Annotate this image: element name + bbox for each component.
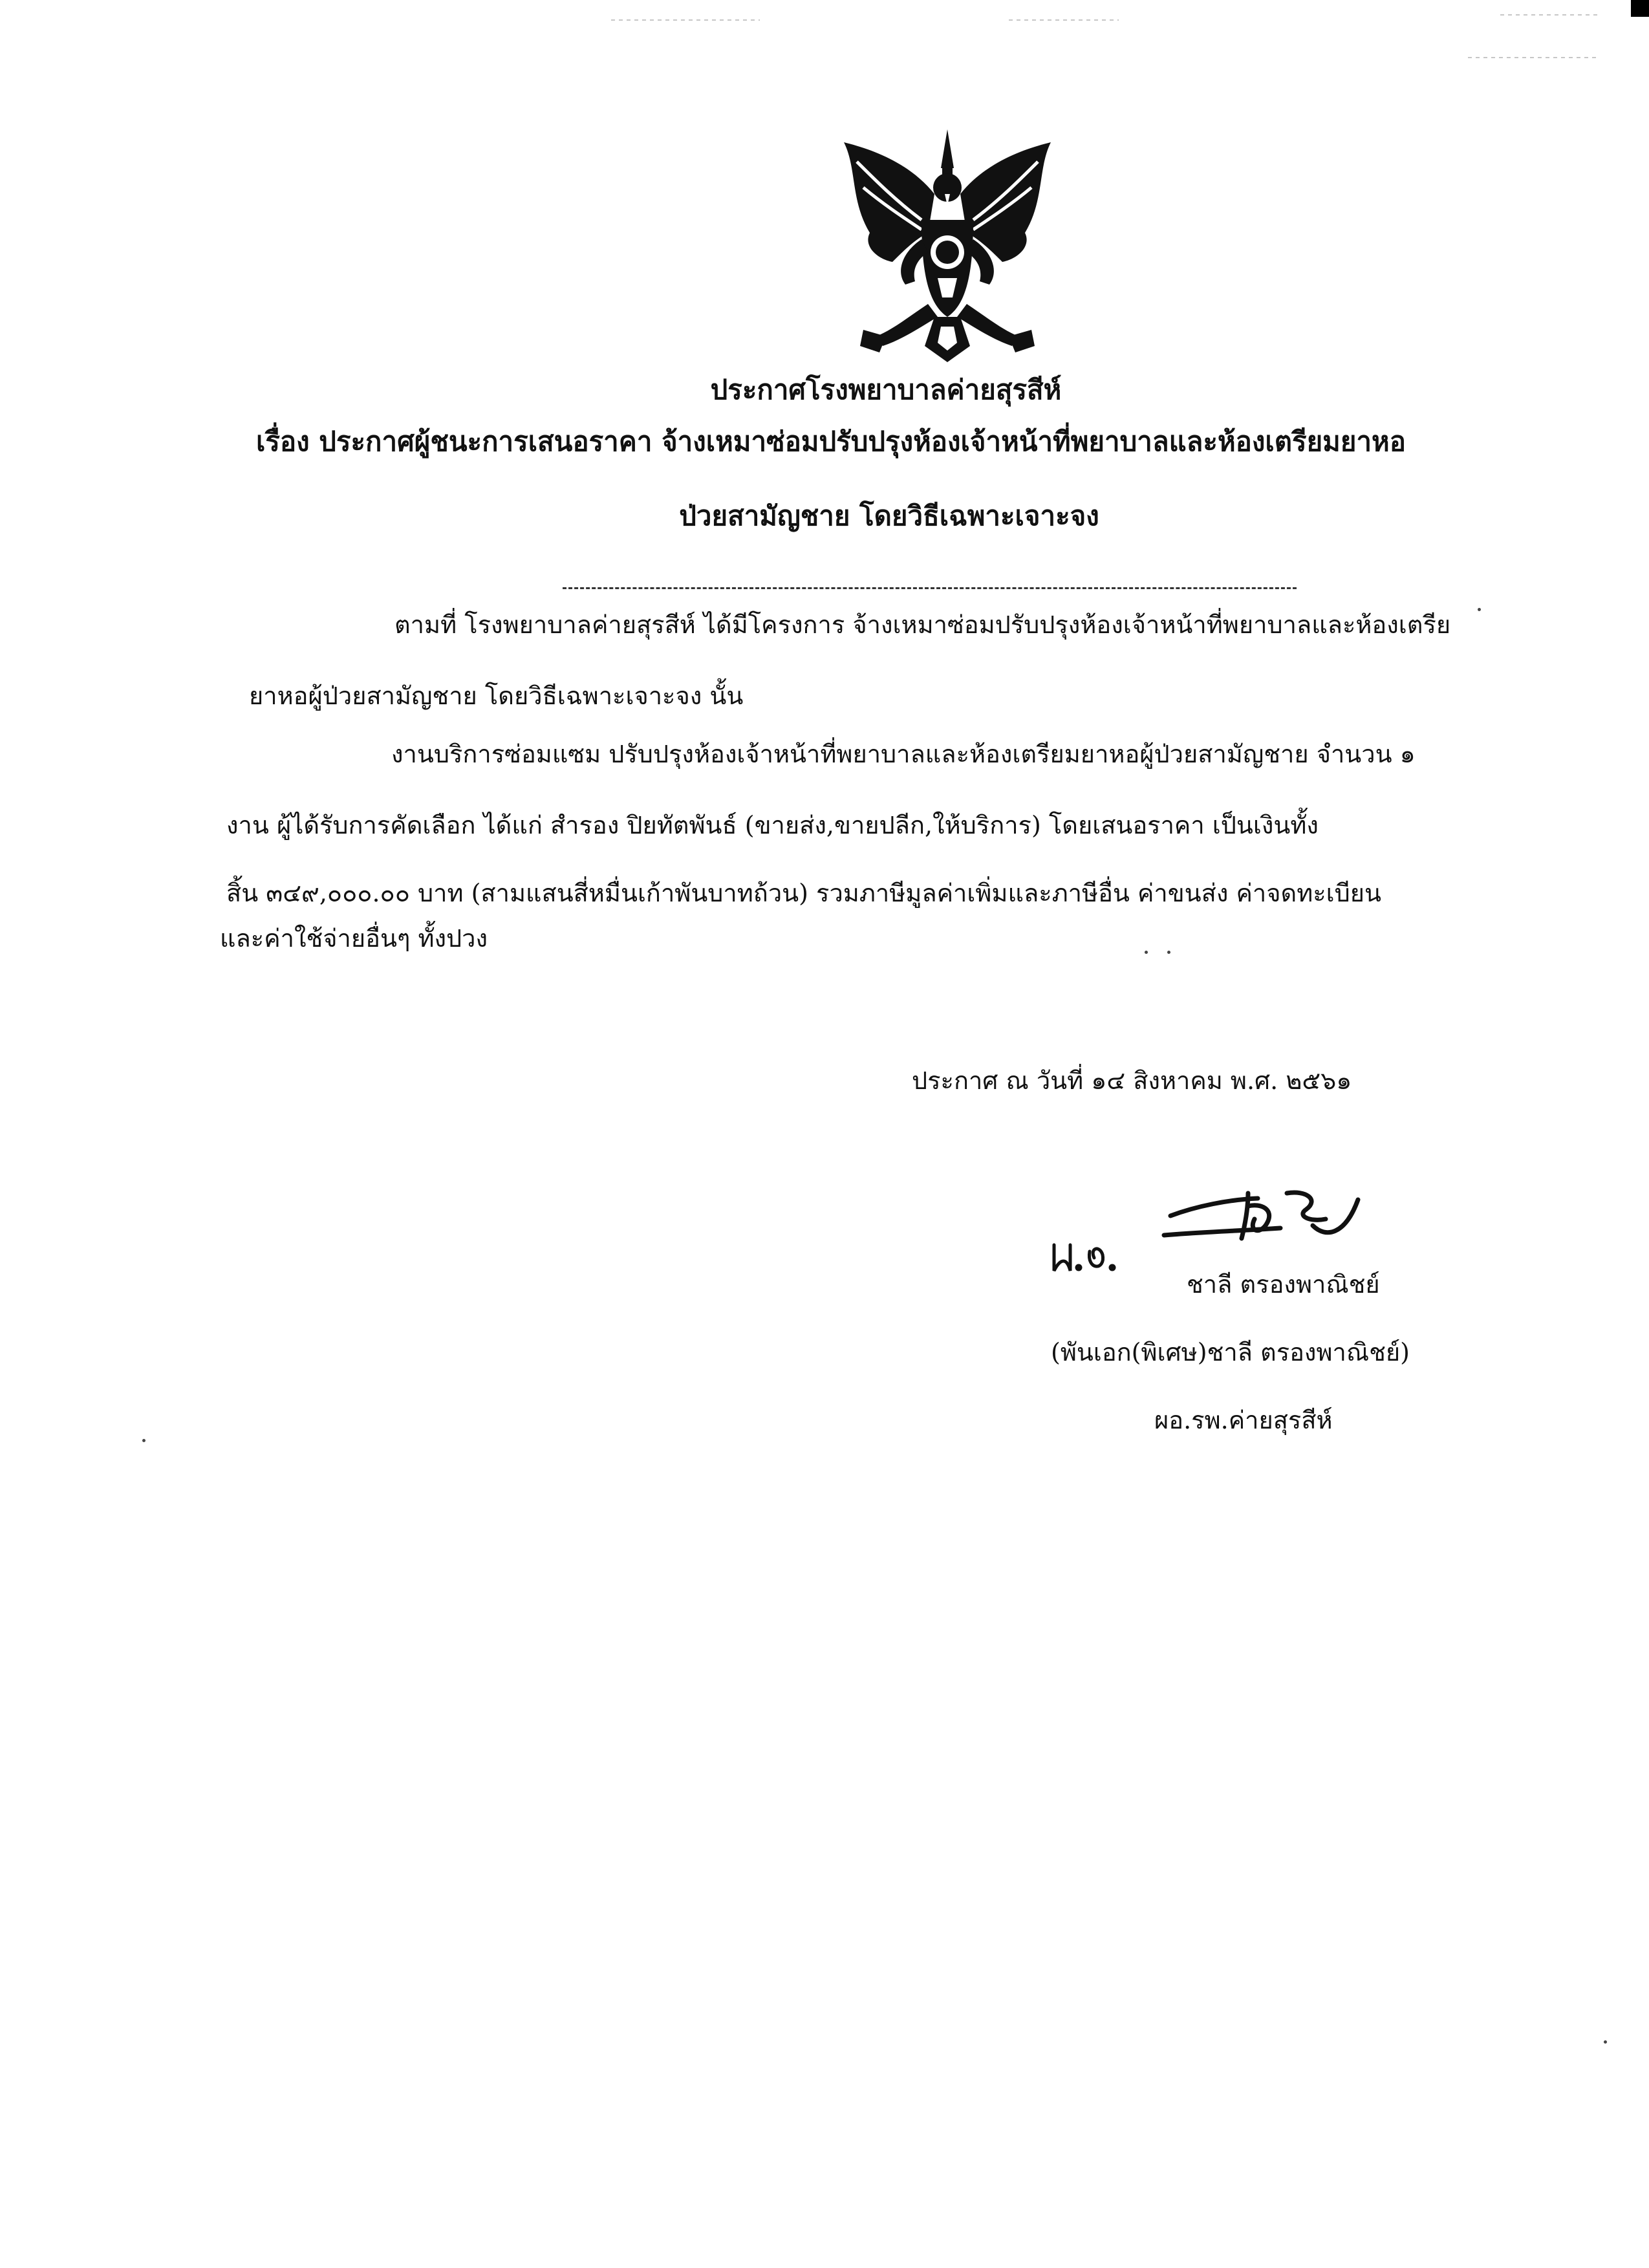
scan-speck [1167,951,1170,954]
scan-artifact-line [1468,57,1597,58]
subject-line-2: ป่วยสามัญชาย โดยวิธีเฉพาะเจาะจง [679,500,1099,532]
paragraph-1-line-1: ตามที่ โรงพยาบาลค่ายสุรสีห์ ได้มีโครงการ จ้างเหมาซ่อมปรับปรุงห้องเจ้าหน้าที่พยาบาลและห้องเตรีย [394,610,1451,639]
signer-position: ผอ.รพ.ค่ายสุรสีห์ [1154,1406,1333,1434]
subject-line-1: เรื่อง ประกาศผู้ชนะการเสนอราคา จ้างเหมาซ่อมปรับปรุงห้องเจ้าหน้าที่พยาบาลและห้องเตรียมยาหอ [256,426,1406,457]
paragraph-2-line-4: และค่าใช้จ่ายอื่นๆ ทั้งปวง [220,924,488,953]
garuda-emblem [831,123,1064,369]
scan-artifact-line [1500,14,1597,16]
paragraph-2-line-1: งานบริการซ่อมแซม ปรับปรุงห้องเจ้าหน้าที่พยาบาลและห้องเตรียมยาหอผู้ป่วยสามัญชาย จำนวน ๑ [391,740,1416,768]
scan-speck [1478,608,1481,611]
paragraph-1-line-2: ยาหอผู้ป่วยสามัญชาย โดยวิธีเฉพาะเจาะจง นั้น [249,682,744,710]
scan-artifact-line [1009,19,1119,21]
title-divider [563,587,1297,589]
document-title: ประกาศโรงพยาบาลค่ายสุรสีห์ [710,374,1062,405]
scan-speck [142,1439,146,1442]
paragraph-2-line-3: สิ้น ๓๔๙,๐๐๐.๐๐ บาท (สามแสนสี่หมื่นเก้าพันบาทถ้วน) รวมภาษีมูลค่าเพิ่มและภาษีอื่น ค่าขนส่ง ค่าจดทะเบียน [226,879,1381,907]
announcement-date: ประกาศ ณ วันที่ ๑๔ สิงหาคม พ.ศ. ๒๕๖๑ [912,1066,1352,1095]
paragraph-2-line-2: งาน ผู้ได้รับการคัดเลือก ได้แก่ สำรอง ปิยทัตพันธ์ (ขายส่ง,ขายปลีก,ให้บริการ) โดยเสนอราคา เป็นเงินทั้ง [226,811,1319,839]
handwritten-rank-prefix [1048,1232,1119,1277]
signer-full-title: (พันเอก(พิเศษ)ชาลี ตรองพาณิชย์) [1051,1338,1410,1366]
handwritten-signature [1151,1174,1384,1251]
scan-speck [1145,951,1148,954]
scan-speck [1604,2040,1607,2044]
scan-artifact-line [611,19,760,21]
signer-name: ชาลี ตรองพาณิชย์ [1187,1270,1380,1299]
scan-edge-mark [1631,0,1649,17]
